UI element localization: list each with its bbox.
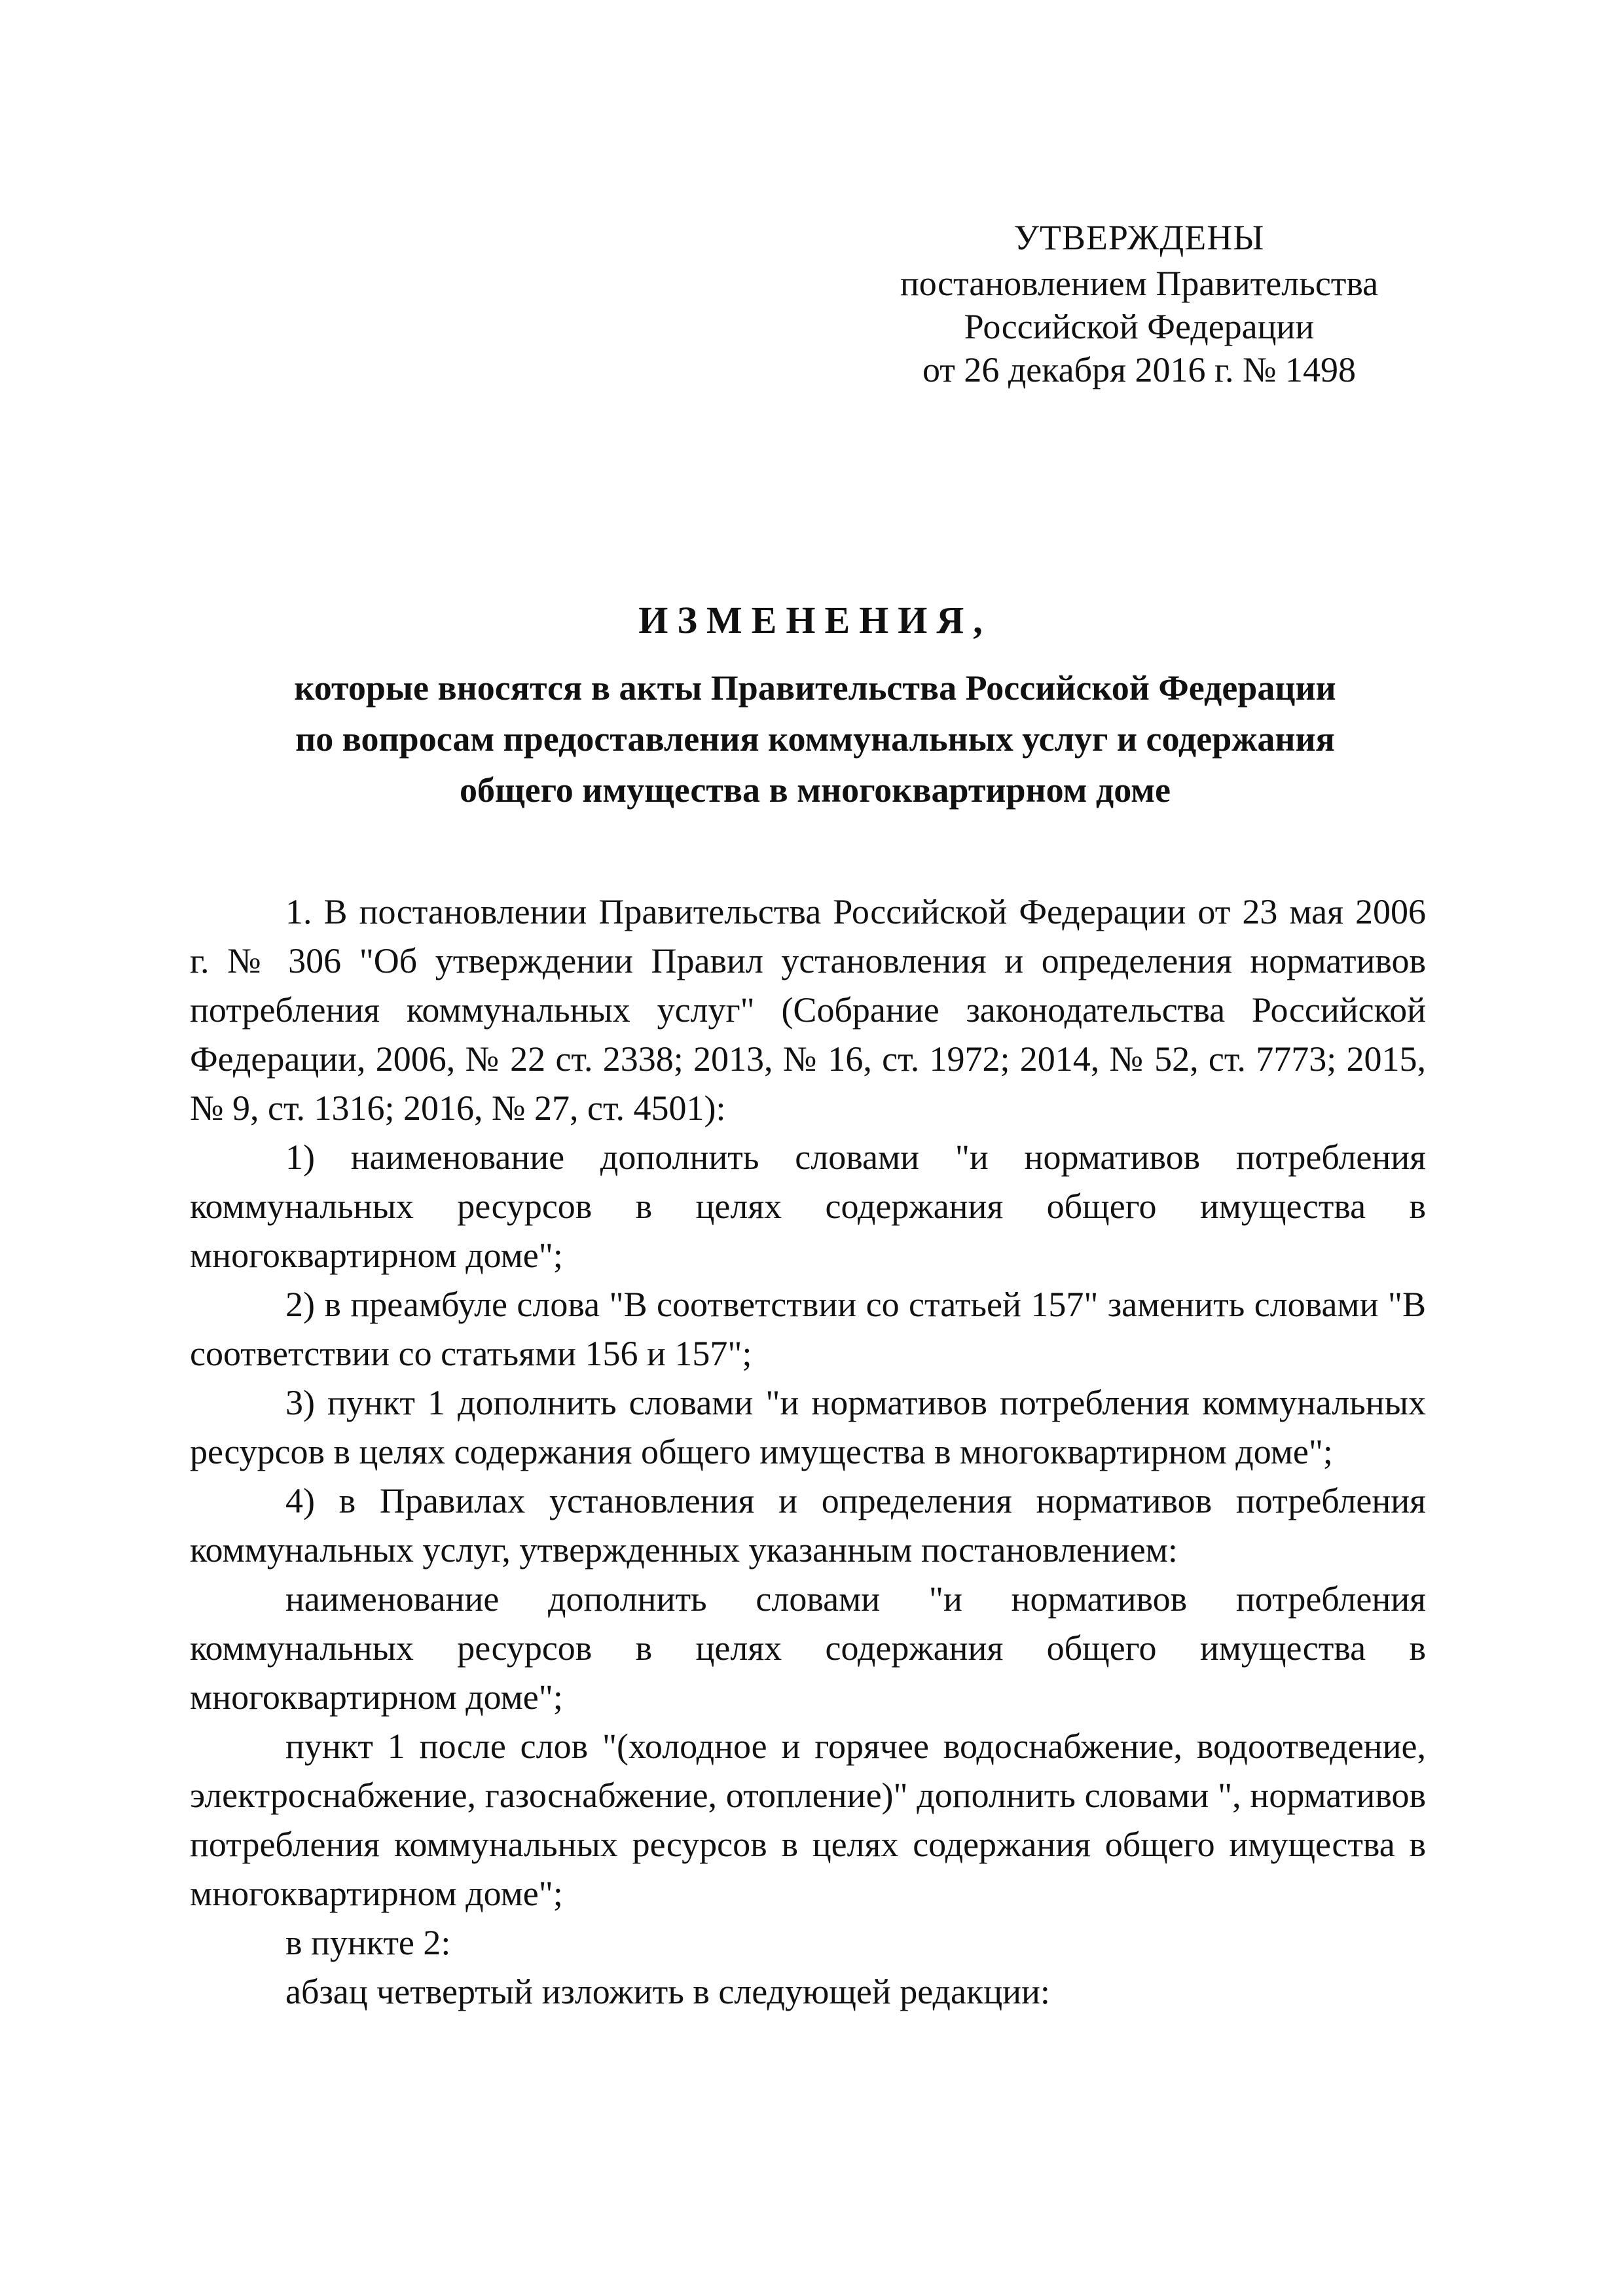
document-subtitle-line-2: по вопросам предоставления коммунальных услуг и содержания	[295, 719, 1335, 759]
paragraph-8: в пункте 2:	[285, 1923, 451, 1962]
paragraph-2: 1) наименование дополнить словами "и нормативов потребления коммунальных ресурсов в целях содержания общего имущества в многоквартирном доме";	[190, 1138, 1426, 1275]
approval-line-1: постановлением Правительства	[900, 264, 1379, 303]
approval-line-2: Российской Федерации	[964, 307, 1315, 346]
approval-stamp	[864, 216, 1414, 391]
paragraph-3: 2) в преамбуле слова "В соответствии со статьей 157" заменить словами "В соответствии со статьями 156 и 157";	[190, 1285, 1426, 1373]
document-heading	[190, 594, 1440, 816]
document-title: ИЗМЕНЕНИЯ,	[638, 599, 992, 641]
approval-line-3: от 26 декабря 2016 г. № 1498	[922, 350, 1357, 389]
paragraph-6: наименование дополнить словами "и нормативов потребления коммунальных ресурсов в целях содержания общего имущества в многоквартирном доме";	[190, 1579, 1426, 1717]
document-subtitle-line-3: общего имущества в многоквартирном доме	[460, 770, 1171, 810]
paragraph-9: абзац четвертый изложить в следующей редакции:	[285, 1972, 1050, 2011]
approval-title: УТВЕРЖДЕНЫ	[1013, 218, 1265, 257]
paragraph-5: 4) в Правилах установления и определения нормативов потребления коммунальных услуг, утвержденных указанным постановлением:	[190, 1481, 1426, 1570]
paragraph-7: пункт 1 после слов "(холодное и горячее водоснабжение, водоотведение, электроснабжение, газоснабжение, отопление)" дополнить словами ", нормативов потребления коммунальных ресурсов в целях содержания общего имущества в многоквартирном доме";	[190, 1727, 1426, 1913]
document-subtitle-line-1: которые вносятся в акты Правительства Российской Федерации	[294, 668, 1336, 708]
paragraph-1: 1. В постановлении Правительства Российской Федерации от 23 мая 2006 г. № 306 "Об утверждении Правил установления и определения нормативов потребления коммунальных услуг" (Собрание законодательства Российской Федерации, 2006, № 22 ст. 2338; 2013, № 16, ст. 1972; 2014, № 52, ст. 7773; 2015, № 9, ст. 1316; 2016, № 27, ст. 4501):	[190, 892, 1426, 1128]
document-body	[190, 888, 1426, 2017]
paragraph-4: 3) пункт 1 дополнить словами "и нормативов потребления коммунальных ресурсов в целях содержания общего имущества в многоквартирном доме";	[190, 1383, 1426, 1471]
